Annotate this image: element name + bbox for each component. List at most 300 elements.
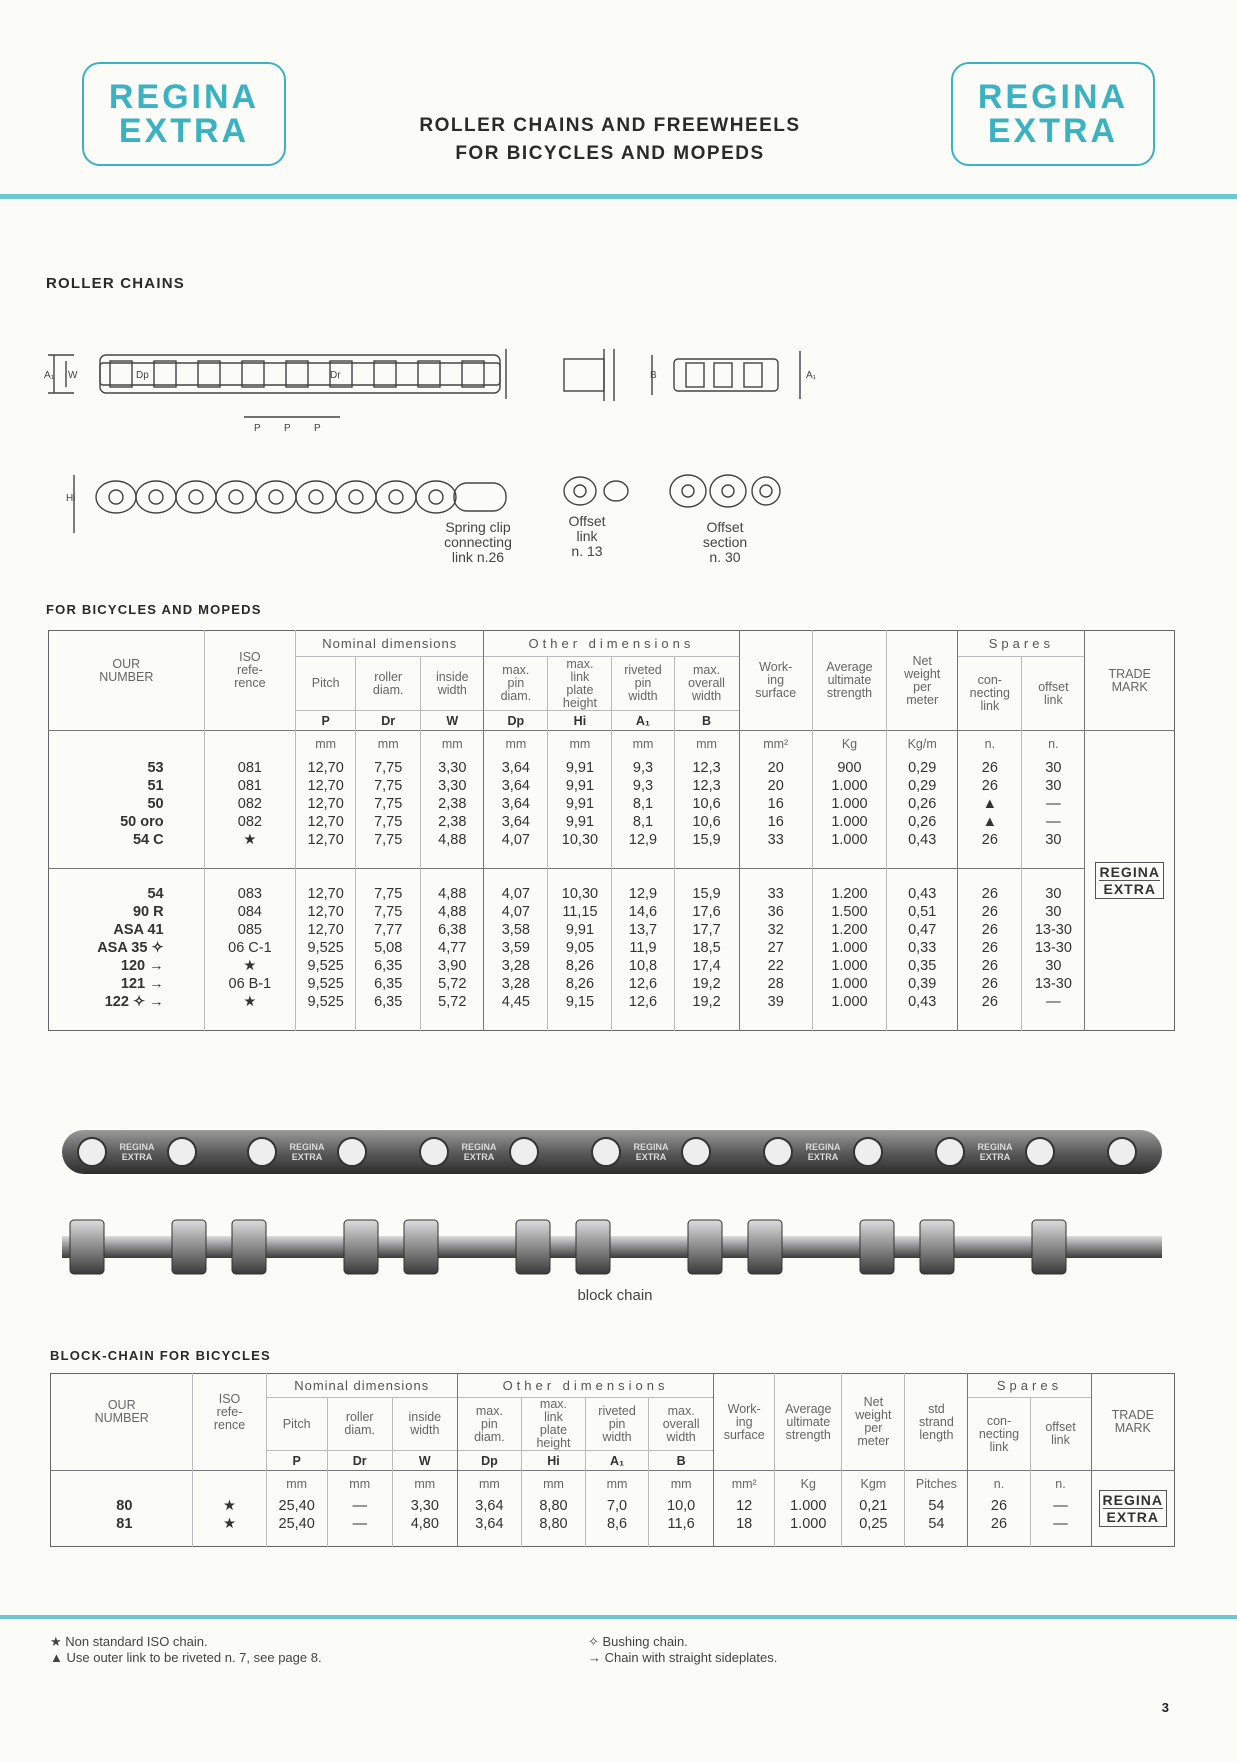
table-cell: —: [1053, 1515, 1068, 1532]
table-cell: 7,75: [374, 777, 403, 794]
table-cell: 8,26: [565, 958, 595, 974]
col-iso: ISO refe- rence: [193, 1374, 266, 1451]
footnote-triangle: ▲ Use outer link to be riveted n. 7, see page 8.: [50, 1650, 322, 1665]
table-cell: 19,2: [692, 994, 721, 1010]
trade-mark-badge: REGINA EXTRA: [1099, 1490, 1167, 1527]
col-data-iso: [205, 759, 296, 849]
table-cell: ★: [223, 1497, 237, 1514]
roller-boxes: [110, 361, 484, 387]
table-cell: 0,39: [908, 976, 937, 992]
col-strand: std strand length: [905, 1374, 968, 1471]
table-cell: 50: [147, 795, 164, 812]
table-cell: 0,47: [908, 922, 937, 938]
table-cell: 3,64: [475, 1515, 504, 1532]
trade-mark-cell: [1091, 1471, 1174, 1547]
col-offset: offset link: [1030, 1398, 1091, 1471]
symbol-w: W: [392, 1451, 457, 1471]
unit-cell: Kg: [812, 731, 886, 757]
col-data-our: [49, 885, 204, 1011]
table-cell: 0,33: [908, 940, 937, 956]
header-rule: [0, 194, 1237, 199]
title-line2: FOR BICYCLES AND MOPEDS: [455, 143, 765, 164]
table-cell: 80: [116, 1497, 133, 1514]
col-data-pin: [484, 759, 547, 849]
table-cell: 1.000: [831, 940, 868, 956]
table-cell: 8,1: [632, 795, 654, 812]
table-cell: 9,91: [565, 759, 595, 776]
table-cell: 122 ✧ →: [104, 994, 164, 1010]
table-cell: 081: [237, 759, 262, 776]
table-cell: 10,6: [692, 795, 721, 812]
table-cell: 30: [1045, 831, 1062, 848]
table-row-block: [51, 1497, 1175, 1547]
col-data-link: [548, 885, 611, 1011]
table-cell: —: [1046, 813, 1061, 830]
table-cell: 26: [981, 958, 998, 974]
col-data-our: [51, 1497, 192, 1533]
table-cell: 54 C: [132, 831, 164, 848]
table-cell: 0,21: [859, 1497, 888, 1514]
table-cell: 9,525: [307, 940, 344, 956]
table-cell: 4,88: [438, 831, 467, 848]
caption-offset-section: Offset section n. 30: [702, 519, 748, 565]
plate-line2: EXTRA: [979, 1152, 1011, 1162]
col-strength: Average ultimate strength: [775, 1374, 842, 1471]
table-cell: 1.000: [831, 994, 868, 1010]
chain-top-view: [62, 1130, 1162, 1174]
table-cell: 26: [981, 922, 998, 938]
table-cell: 12,70: [307, 795, 344, 812]
table-cell: 15,9: [692, 886, 721, 902]
col-pitch: Pitch: [266, 1398, 327, 1451]
table-cell: 50 oro: [120, 813, 164, 830]
table-cell: —: [352, 1515, 367, 1532]
table-cell: 0,43: [908, 831, 937, 848]
col-connecting: con- necting link: [968, 1398, 1030, 1471]
table-cell: 12,3: [692, 759, 721, 776]
col-data-pin: [458, 1497, 521, 1533]
col-pin: max. pin diam.: [484, 657, 548, 711]
unit-cell: n.: [1030, 1471, 1091, 1497]
table-cell: 30: [1045, 886, 1062, 902]
unit-cell: mm²: [714, 1471, 775, 1497]
table-row-block-1: [49, 757, 1175, 869]
table-cell: 1.200: [831, 886, 868, 902]
table-cell: 9,525: [307, 994, 344, 1010]
col-data-link: [548, 759, 611, 849]
col-data-pitch: [296, 759, 355, 849]
symbol-w: W: [421, 711, 484, 731]
col-data-offset: [1031, 1497, 1091, 1533]
table-cell: ▲: [982, 795, 997, 812]
unit-cell: mm: [674, 731, 739, 757]
table-cell: 12,3: [692, 777, 721, 794]
col-data-roller: [356, 759, 420, 849]
table-cell: 26: [990, 1497, 1008, 1514]
footnote-star: ★ Non standard ISO chain.: [50, 1634, 208, 1649]
table-cell: 8,80: [539, 1515, 568, 1532]
col-data-working: [714, 1497, 774, 1533]
label-a1: A₁: [44, 370, 55, 381]
col-link: max. link plate height: [548, 657, 612, 711]
table-cell: 12,9: [628, 886, 658, 902]
table-cell: 1.000: [831, 795, 868, 812]
col-data-connecting: [958, 759, 1021, 849]
col-data-strength: [775, 1497, 841, 1533]
table-cell: 4,07: [501, 831, 530, 848]
col-pitch: Pitch: [296, 657, 356, 711]
table-cell: 7,0: [606, 1497, 628, 1514]
plate-line1: REGINA: [119, 1142, 155, 1152]
plate-line1: REGINA: [977, 1142, 1013, 1152]
symbol-p: P: [296, 711, 356, 731]
table-cell: 81: [116, 1515, 133, 1532]
col-data-inside: [393, 1497, 457, 1533]
symbol-dr: Dr: [356, 711, 421, 731]
table-cell: 12,70: [307, 922, 344, 938]
table-cell: ASA 41: [113, 922, 164, 938]
unit-cell: mm: [521, 1471, 585, 1497]
logo-line1: REGINA: [977, 78, 1129, 116]
plate-line2: EXTRA: [635, 1152, 667, 1162]
page-title: [380, 112, 840, 168]
symbol-b: B: [674, 711, 739, 731]
table-cell: 7,77: [374, 922, 403, 938]
table-cell: 26: [981, 777, 998, 794]
col-our-number: OUR NUMBER: [94, 1398, 149, 1426]
table-cell: 26: [981, 994, 998, 1010]
table-cell: 26: [981, 976, 998, 992]
table-cell: 0,51: [908, 904, 937, 920]
table-cell: 25,40: [278, 1497, 315, 1514]
table-cell: 4,77: [438, 940, 467, 956]
col-data-riveted: [612, 885, 673, 1011]
footnote-straight: → Chain with straight sideplates.: [588, 1650, 778, 1665]
table-cell: 4,88: [438, 886, 467, 902]
col-data-roller: [356, 885, 420, 1011]
table-cell: 4,45: [501, 994, 530, 1010]
table-cell: 12: [736, 1497, 753, 1514]
table-cell: 26: [981, 886, 998, 902]
table-cell: —: [1046, 795, 1061, 812]
unit-cell: Kg/m: [887, 731, 958, 757]
table-cell: 26: [981, 759, 998, 776]
table-cell: 06 C-1: [228, 940, 272, 956]
label-p3: P: [314, 423, 321, 434]
table-cell: 2,38: [438, 795, 467, 812]
side-view-links: [96, 481, 506, 513]
table-cell: ▲: [982, 813, 997, 830]
table-cell: 4,80: [410, 1515, 439, 1532]
col-data-pin: [484, 885, 547, 1011]
table-cell: 28: [767, 976, 784, 992]
trade-mark-badge: REGINA EXTRA: [1095, 862, 1163, 899]
table-cell: 19,2: [692, 976, 721, 992]
table-cell: 0,26: [908, 813, 937, 830]
table-cell: 11,15: [562, 904, 598, 920]
table-cell: 120 →: [120, 958, 164, 974]
table-cell: 17,4: [692, 958, 721, 974]
table-cell: 5,08: [374, 940, 403, 956]
col-our-number: OUR NUMBER: [99, 656, 154, 684]
unit-cell: Pitches: [905, 1471, 968, 1497]
col-data-riveted: [612, 759, 673, 849]
col-data-weight: [842, 1497, 904, 1533]
col-data-pitch: [296, 885, 355, 1011]
table-cell: 6,35: [374, 976, 403, 992]
col-data-inside: [421, 759, 483, 849]
unit-cell: mm: [649, 1471, 714, 1497]
table-cell: 0,29: [908, 759, 937, 776]
footer-rule: [0, 1615, 1237, 1619]
page-number: 3: [1161, 1700, 1169, 1715]
unit-cell: mm: [296, 731, 356, 757]
symbol-p: P: [266, 1451, 327, 1471]
table-cell: 9,3: [632, 759, 654, 776]
plate-line2: EXTRA: [807, 1152, 839, 1162]
symbol-dr: Dr: [327, 1451, 392, 1471]
table-cell: 9,91: [565, 813, 595, 830]
table-cell: 30: [1045, 777, 1062, 794]
table-cell: 3,28: [501, 958, 530, 974]
table-cell: 30: [1045, 958, 1062, 974]
table-cell: 39: [767, 994, 784, 1010]
table-cell: 14,6: [628, 904, 658, 920]
col-data-strength: [813, 759, 886, 849]
table-cell: 36: [767, 904, 784, 920]
table-cell: 3,58: [501, 922, 530, 938]
symbol-dp: Dp: [457, 1451, 521, 1471]
table-cell: 10,30: [561, 831, 599, 848]
table-cell: 06 B-1: [228, 976, 272, 992]
table-cell: 1.000: [831, 813, 868, 830]
unit-cell: Kg: [775, 1471, 842, 1497]
col-weight: Net weight per meter: [842, 1374, 905, 1471]
col-data-riveted: [586, 1497, 648, 1533]
table-cell: 3,64: [501, 777, 530, 794]
footnotes-right: [588, 1634, 777, 1666]
table-cell: 1.000: [831, 958, 868, 974]
table-cell: 3,59: [501, 940, 530, 956]
table-cell: 6,38: [438, 922, 467, 938]
table-cell: 16: [767, 795, 784, 812]
symbol-a1: A₁: [612, 711, 674, 731]
table-cell: 18: [736, 1515, 753, 1532]
plate-line2: EXTRA: [121, 1152, 153, 1162]
table-cell: 12,70: [307, 831, 344, 848]
col-data-overall: [649, 1497, 713, 1533]
table-cell: 12,6: [628, 976, 658, 992]
col-riveted: riveted pin width: [612, 657, 674, 711]
col-trade: TRADE MARK: [1085, 631, 1175, 731]
table-cell: 7,75: [374, 831, 403, 848]
col-roller: roller diam.: [327, 1398, 392, 1451]
table-cell: —: [1046, 994, 1061, 1010]
col-data-connecting: [958, 885, 1021, 1011]
table-cell: 33: [767, 831, 784, 848]
table-cell: 1.500: [831, 904, 868, 920]
table-cell: 082: [237, 813, 262, 830]
logo-left: [82, 62, 286, 166]
unit-cell: mm: [484, 731, 548, 757]
col-data-working: [740, 885, 812, 1011]
table-cell: 1.000: [831, 777, 868, 794]
col-data-our: [49, 759, 204, 849]
group-other: Other dimensions: [484, 631, 739, 657]
col-roller: roller diam.: [356, 657, 421, 711]
table-cell: 3,30: [410, 1497, 439, 1514]
table-row-block-2: [49, 869, 1175, 1031]
title-line1: ROLLER CHAINS AND FREEWHEELS: [419, 115, 801, 136]
table-cell: 12,70: [307, 886, 344, 902]
roller-chain-table: [48, 630, 1175, 1031]
table-cell: 12,70: [307, 904, 344, 920]
table-cell: 8,6: [606, 1515, 628, 1532]
table-cell: 26: [981, 831, 998, 848]
col-overall: max. overall width: [674, 657, 739, 711]
table-cell: 3,64: [501, 813, 530, 830]
section-heading-roller-chains: ROLLER CHAINS: [46, 275, 185, 292]
col-data-inside: [421, 885, 483, 1011]
table-cell: 53: [147, 759, 164, 776]
chain-side-view: [62, 1220, 1162, 1274]
unit-cell: mm: [457, 1471, 521, 1497]
plate-line2: EXTRA: [463, 1152, 495, 1162]
table-cell: 9,15: [565, 994, 595, 1010]
table-cell: 082: [237, 795, 262, 812]
table-cell: 5,72: [438, 976, 467, 992]
group-other: Other dimensions: [457, 1374, 713, 1398]
block-chain-table: [50, 1373, 1175, 1547]
table-cell: 900: [837, 759, 862, 776]
label-w: W: [68, 370, 78, 381]
logo-line2: EXTRA: [118, 112, 250, 150]
col-data-strand: [905, 1497, 967, 1533]
label-hi: Hi: [66, 493, 76, 504]
symbol-b: B: [649, 1451, 714, 1471]
group-spares: Spares: [958, 631, 1085, 657]
logo-line2: EXTRA: [987, 112, 1119, 150]
col-data-overall: [675, 759, 739, 849]
footnote-bushing: ✧ Bushing chain.: [588, 1634, 688, 1649]
symbol-dp: Dp: [484, 711, 548, 731]
col-working: Work- ing surface: [714, 1374, 775, 1471]
table-cell: 12,9: [628, 831, 658, 848]
col-data-pitch: [267, 1497, 327, 1533]
col-riveted: riveted pin width: [586, 1398, 649, 1451]
table-cell: 12,70: [307, 777, 344, 794]
table-cell: 12,6: [628, 994, 658, 1010]
table-cell: ★: [243, 958, 257, 974]
col-working: Work- ing surface: [739, 631, 812, 731]
group-spares: Spares: [968, 1374, 1091, 1398]
table-cell: 30: [1045, 759, 1062, 776]
table-cell: 26: [990, 1515, 1008, 1532]
table-cell: 121 →: [120, 976, 164, 992]
plate-line2: EXTRA: [291, 1152, 323, 1162]
table-cell: 10,0: [667, 1497, 696, 1514]
col-data-offset: [1022, 885, 1084, 1011]
table-cell: 9,525: [307, 958, 344, 974]
table-cell: ASA 35 ✧: [97, 940, 164, 956]
group-nominal: Nominal dimensions: [296, 631, 484, 657]
label-b: B: [650, 370, 657, 381]
col-inside: inside width: [392, 1398, 457, 1451]
col-data-roller: [328, 1497, 392, 1533]
unit-cell: mm: [327, 1471, 392, 1497]
table-cell: 20: [767, 777, 784, 794]
table-cell: 0,35: [908, 958, 937, 974]
table-cell: 51: [147, 777, 164, 794]
unit-cell: mm²: [739, 731, 812, 757]
table-cell: 15,9: [692, 831, 721, 848]
table-cell: 11,6: [667, 1515, 695, 1532]
table-cell: 20: [767, 759, 784, 776]
col-iso: ISO refe- rence: [204, 631, 296, 711]
table-cell: 25,40: [278, 1515, 315, 1532]
table-cell: 084: [237, 904, 262, 920]
table-cell: 11,9: [629, 940, 657, 956]
table-cell: 6,35: [374, 994, 403, 1010]
table-cell: 0,26: [908, 795, 937, 812]
table-cell: 3,30: [438, 777, 467, 794]
table-cell: 13-30: [1034, 940, 1072, 956]
table-cell: 9,525: [307, 976, 344, 992]
unit-cell: n.: [968, 1471, 1030, 1497]
table-cell: 54: [928, 1515, 945, 1532]
table-cell: 3,90: [438, 958, 467, 974]
unit-cell: mm: [421, 731, 484, 757]
table-cell: 17,6: [692, 904, 721, 920]
unit-cell: mm: [356, 731, 421, 757]
unit-cell: mm: [586, 1471, 649, 1497]
table-cell: 32: [767, 922, 784, 938]
col-data-iso: [205, 885, 296, 1011]
table-cell: 27: [767, 940, 784, 956]
table-cell: 22: [767, 958, 784, 974]
col-data-working: [740, 759, 812, 849]
table-cell: 0,25: [859, 1515, 888, 1532]
table-cell: 6,35: [374, 958, 403, 974]
table-cell: 90 R: [132, 904, 164, 920]
table-cell: 18,5: [692, 940, 721, 956]
table-cell: —: [352, 1497, 367, 1514]
table-cell: 3,28: [501, 976, 530, 992]
footnotes-left: [50, 1634, 322, 1666]
table-cell: 1.000: [831, 831, 868, 848]
col-data-link: [522, 1497, 585, 1533]
table-cell: 4,07: [501, 886, 530, 902]
plate-line1: REGINA: [461, 1142, 497, 1152]
label-dp: Dp: [136, 370, 149, 381]
unit-cell: mm: [266, 1471, 327, 1497]
col-connecting: con- necting link: [958, 657, 1022, 731]
section-heading-block-chain: BLOCK-CHAIN FOR BICYCLES: [50, 1348, 271, 1363]
table-cell: 30: [1045, 904, 1062, 920]
symbol-hi: Hi: [548, 711, 612, 731]
table-cell: 13,7: [628, 922, 658, 938]
unit-cell: mm: [548, 731, 612, 757]
col-inside: inside width: [421, 657, 484, 711]
table-cell: 085: [237, 922, 262, 938]
col-trade: TRADE MARK: [1091, 1374, 1174, 1471]
table-cell: 1.200: [831, 922, 868, 938]
unit-cell: mm: [392, 1471, 457, 1497]
table-cell: 54: [928, 1497, 945, 1514]
table-cell: 10,6: [692, 813, 721, 830]
trade-mark-cell: [1085, 731, 1175, 1031]
col-data-offset: [1022, 759, 1084, 849]
